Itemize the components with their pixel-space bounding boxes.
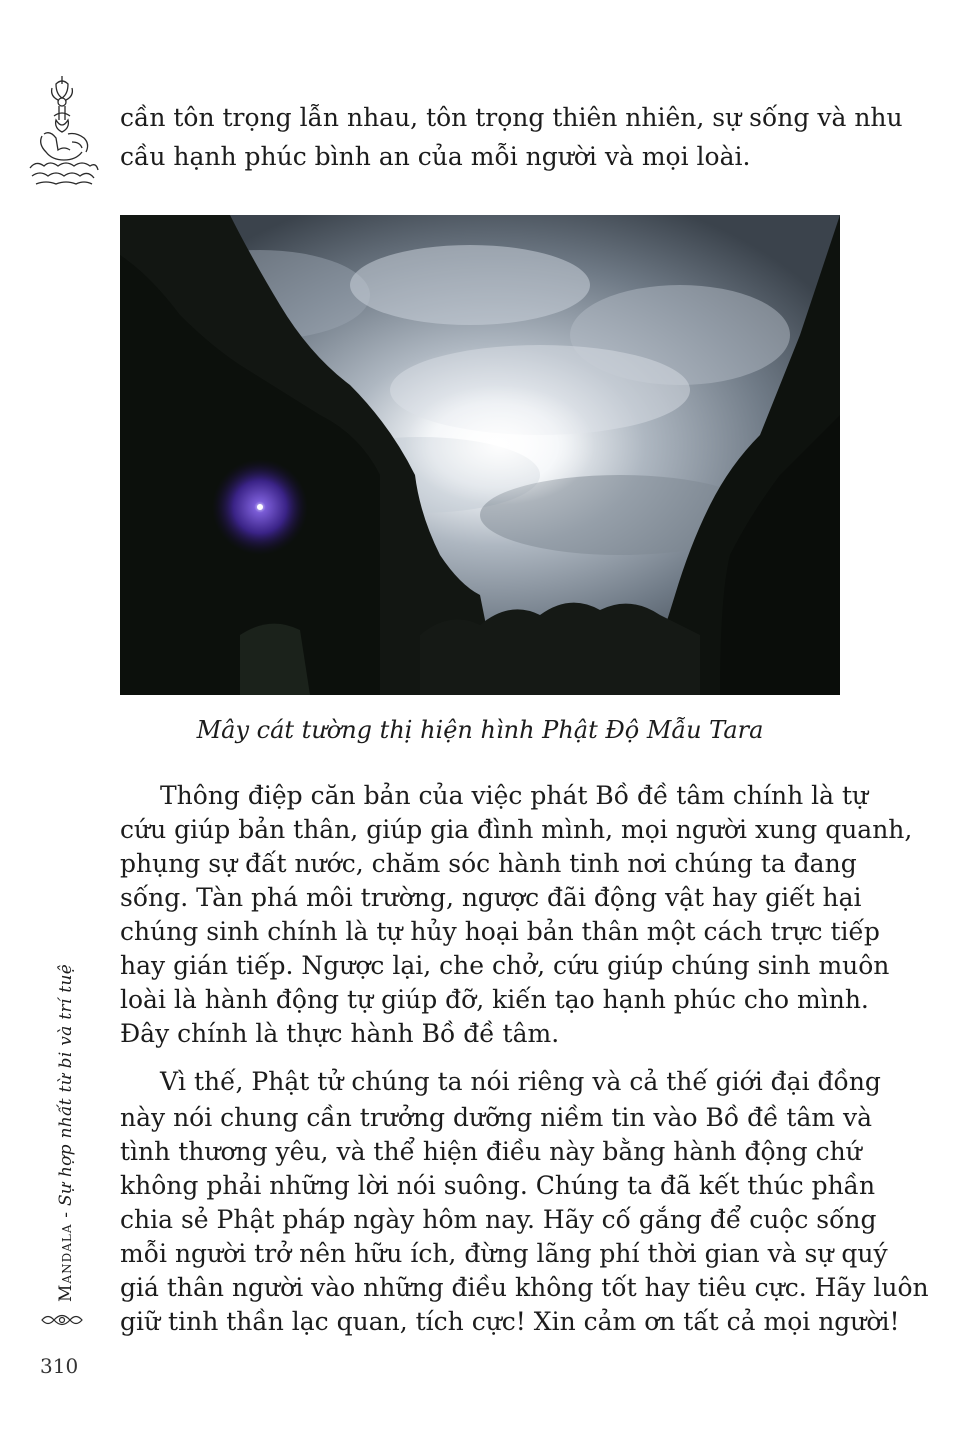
paragraph-1-line: hay gián tiếp. Ngược lại, che chở, cứu giúp chúng sinh muôn [120,951,890,980]
paragraph-1-line: sống. Tàn phá môi trường, ngược đãi động vật hay giết hại [120,883,862,912]
paragraph-2-line: không phải những lời nói suông. Chúng ta đã kết thúc phần [120,1171,876,1200]
paragraph-1-line: Đây chính là thực hành Bồ đề tâm. [120,1019,560,1048]
paragraph-2-line: Vì thế, Phật tử chúng ta nói riêng và cả thế giới đại đồng [160,1067,881,1096]
paragraph-1-line: chúng sinh chính là tự hủy hoại bản thân một cách trực tiếp [120,917,880,946]
cloud-photo [120,215,840,695]
series-separator: - [56,1206,76,1224]
top-paragraph-line: cầu hạnh phúc bình an của mỗi người và mọi loài. [120,142,751,171]
paragraph-2-line: giữ tinh thần lạc quan, tích cực! Xin cảm ơn tất cả mọi người! [120,1307,900,1336]
paragraph-2-line: này nói chung cần trưởng dưỡng niềm tin vào Bồ đề tâm và [120,1103,873,1132]
paragraph-1-line: cứu giúp bản thân, giúp gia đình mình, mọi người xung quanh, [120,815,913,844]
paragraph-2-line: giá thân người vào những điều không tốt hay tiêu cực. Hãy luôn [120,1273,929,1302]
running-header [56,964,76,1302]
paragraph-2-line: tình thương yêu, và thể hiện điều này bằng hành động chứ [120,1137,862,1166]
paragraph-1-line: phụng sự đất nước, chăm sóc hành tinh nơi chúng ta đang [120,849,857,878]
top-paragraph-line: cần tôn trọng lẫn nhau, tôn trọng thiên nhiên, sự sống và nhu [120,103,903,132]
paragraph-2-line: chia sẻ Phật pháp ngày hôm nay. Hãy cố gắng để cuộc sống [120,1205,877,1234]
paragraph-2-line: mỗi người trở nên hữu ích, đừng lãng phí thời gian và sự quý [120,1239,888,1268]
paragraph-1-line: loài là hành động tự giúp đỡ, kiến tạo hạnh phúc cho mình. [120,985,869,1014]
series-name: Mandala [56,1223,76,1302]
book-title: Sự hợp nhất từ bi và trí tuệ [56,963,76,1207]
paragraph-1-line: Thông điệp căn bản của việc phát Bồ đề tâm chính là tự [160,781,869,810]
knot-ornament-icon [40,1311,84,1329]
cloud-photo-graphic [120,215,840,695]
page-number: 310 [40,1354,79,1378]
vajra-hand-ornament [22,72,102,192]
photo-caption: Mây cát tường thị hiện hình Phật Độ Mẫu Tara [196,716,764,744]
